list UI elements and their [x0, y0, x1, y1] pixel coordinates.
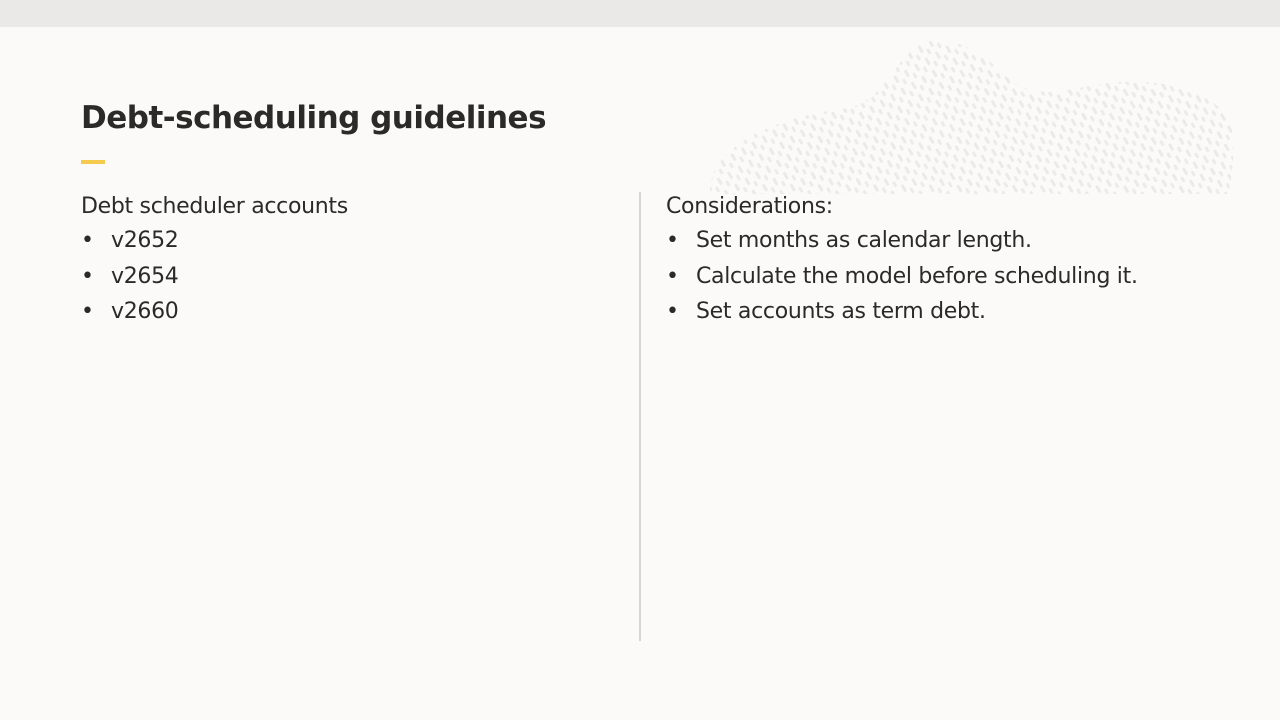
bullet-icon: • [81, 263, 94, 289]
list-item [666, 294, 1138, 330]
list-item-text: Calculate the model before scheduling it. [696, 263, 1138, 289]
list-item [666, 223, 1138, 259]
list-item [81, 294, 348, 330]
considerations-list [666, 223, 1138, 330]
bullet-icon: • [666, 263, 679, 289]
right-column-heading: Considerations: [666, 194, 833, 219]
left-column [81, 190, 348, 330]
bullet-icon: • [81, 228, 94, 253]
title-accent-bar [81, 160, 105, 164]
column-divider [639, 192, 641, 641]
list-item-text: v2654 [111, 263, 179, 289]
list-item [666, 259, 1138, 295]
bullet-icon: • [666, 228, 679, 253]
right-column [666, 190, 1138, 330]
list-item-text: v2660 [111, 299, 179, 324]
left-column-heading: Debt scheduler accounts [81, 194, 348, 219]
list-item-text: Set months as calendar length. [696, 228, 1032, 253]
account-list [81, 223, 348, 330]
list-item-text: v2652 [111, 228, 179, 253]
top-bar [0, 0, 1280, 27]
list-item-text: Set accounts as term debt. [696, 299, 986, 324]
list-item [81, 223, 348, 259]
decorative-texture-graphic [708, 38, 1234, 194]
bullet-icon: • [81, 299, 94, 324]
slide-title: Debt-scheduling guidelines [81, 100, 547, 136]
bullet-icon: • [666, 299, 679, 324]
list-item [81, 259, 348, 295]
